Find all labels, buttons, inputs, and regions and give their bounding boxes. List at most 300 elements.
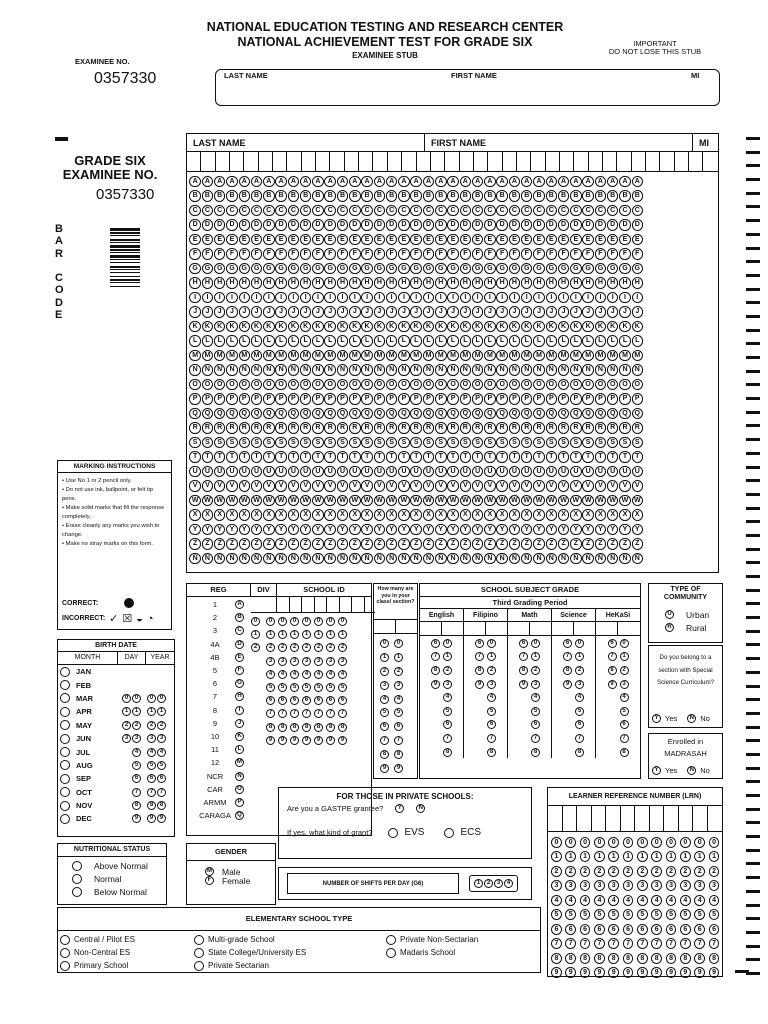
name-letter-bubble[interactable]: H [595,277,607,289]
name-letter-bubble[interactable]: D [447,219,459,231]
name-letter-bubble[interactable]: S [484,437,496,449]
name-letter-bubble[interactable]: F [398,248,410,260]
name-letter-bubble[interactable]: O [558,379,570,391]
name-letter-bubble[interactable]: S [447,437,459,449]
name-letter-bubble[interactable]: Y [226,524,238,536]
name-letter-bubble[interactable]: L [582,335,594,347]
name-letter-bubble[interactable]: T [275,451,287,463]
name-letter-bubble[interactable]: K [582,321,594,333]
grade-ones-bubble[interactable]: 4 [443,693,452,702]
name-letter-bubble[interactable]: L [570,335,582,347]
region-bubble[interactable]: K [235,732,244,741]
name-letter-bubble[interactable]: X [423,509,435,521]
school-id-digit-bubble[interactable]: 4 [290,670,299,679]
name-letter-bubble[interactable]: E [435,234,447,246]
day-digit-bubble[interactable]: 2 [122,721,131,730]
name-letter-bubble[interactable]: R [275,422,287,434]
name-letter-bubble[interactable]: H [607,277,619,289]
lrn-digit-bubble[interactable]: 3 [623,880,634,891]
lrn-digit-bubble[interactable]: 0 [666,837,677,848]
lrn-digit-bubble[interactable]: 3 [608,880,619,891]
name-letter-bubble[interactable]: Ñ [595,553,607,565]
class-size-ones-bubble[interactable]: 0 [394,639,403,648]
name-letter-bubble[interactable]: Z [435,538,447,550]
name-letter-bubble[interactable]: X [607,509,619,521]
day-digit-bubble[interactable]: 3 [122,734,131,743]
private-schools-box[interactable] [278,787,532,859]
rural-bubble[interactable]: R [665,623,674,632]
name-letter-bubble[interactable]: J [521,306,533,318]
name-letter-bubble[interactable]: Y [619,524,631,536]
lrn-digit-bubble[interactable]: 7 [565,938,576,949]
subject-grade-row[interactable] [552,663,595,677]
lrn-digit-bubble[interactable]: 7 [651,938,662,949]
name-letter-bubble[interactable]: X [288,509,300,521]
name-letter-bubble[interactable]: F [226,248,238,260]
grade-ones-bubble[interactable]: 7 [487,734,496,743]
name-letter-bubble[interactable]: A [595,176,607,188]
name-letter-bubble[interactable]: Q [398,408,410,420]
name-letter-bubble[interactable]: P [300,393,312,405]
female-option[interactable] [187,874,275,887]
name-letter-bubble[interactable]: V [386,480,398,492]
name-letter-cell[interactable] [330,152,344,171]
name-letter-bubble[interactable]: U [386,466,398,478]
name-letter-bubble[interactable]: D [214,219,226,231]
name-bubble-row[interactable] [187,232,718,247]
name-letter-bubble[interactable]: H [398,277,410,289]
name-letter-bubble[interactable]: N [582,364,594,376]
lrn-bubble-row[interactable] [548,937,722,952]
name-letter-bubble[interactable]: L [533,335,545,347]
grade-ones-bubble[interactable]: 2 [531,666,540,675]
name-letter-bubble[interactable]: T [496,451,508,463]
name-letter-bubble[interactable]: T [288,451,300,463]
name-letter-bubble[interactable]: Ñ [349,553,361,565]
name-letter-bubble[interactable]: K [423,321,435,333]
name-letter-bubble[interactable]: S [202,437,214,449]
school-id-digit-bubble[interactable]: 2 [314,643,323,652]
name-letter-bubble[interactable]: C [226,205,238,217]
name-letter-bubble[interactable]: T [189,451,201,463]
name-letter-bubble[interactable]: T [361,451,373,463]
name-letter-cell[interactable] [689,152,703,171]
name-letter-bubble[interactable]: J [619,306,631,318]
lrn-digit-bubble[interactable]: 4 [594,895,605,906]
name-letter-bubble[interactable]: O [226,379,238,391]
name-letter-bubble[interactable]: N [349,364,361,376]
gastpe-no-bubble[interactable]: N [416,804,425,813]
female-bubble[interactable]: F [205,876,214,885]
month-bubble[interactable] [60,760,70,770]
grade-tens-bubble[interactable]: 9 [563,680,572,689]
name-letter-bubble[interactable]: C [251,205,263,217]
nutritional-status-box[interactable] [57,843,167,905]
name-letter-bubble[interactable]: R [460,422,472,434]
name-letter-bubble[interactable]: T [521,451,533,463]
name-letter-bubble[interactable]: Y [337,524,349,536]
name-letter-bubble[interactable]: Z [558,538,570,550]
lrn-digit-bubble[interactable]: 4 [608,895,619,906]
grade-ones-bubble[interactable]: 1 [620,652,629,661]
name-letter-bubble[interactable]: X [484,509,496,521]
name-letter-bubble[interactable]: E [189,234,201,246]
name-letter-bubble[interactable]: F [533,248,545,260]
name-letter-cell[interactable] [589,152,603,171]
name-letter-bubble[interactable]: D [226,219,238,231]
subject-grade-row[interactable] [420,718,463,732]
school-id-digit-bubble[interactable]: 3 [314,657,323,666]
birth-month-row[interactable] [58,745,174,758]
name-letter-bubble[interactable]: U [521,466,533,478]
lrn-bubble-row[interactable] [548,893,722,908]
lrn-digit-bubble[interactable]: 0 [651,837,662,848]
lrn-cell[interactable] [650,806,665,831]
name-letter-bubble[interactable]: M [595,350,607,362]
month-bubble[interactable] [60,693,70,703]
region-row[interactable] [195,796,255,809]
name-letter-bubble[interactable]: O [546,379,558,391]
name-bubble-grid[interactable] [186,133,719,573]
name-letter-bubble[interactable]: O [410,379,422,391]
school-id-bubble-row[interactable] [251,734,350,747]
name-letter-bubble[interactable]: Ñ [509,553,521,565]
name-letter-bubble[interactable]: Y [398,524,410,536]
region-bubble[interactable]: A [235,600,244,609]
name-letter-bubble[interactable]: Ñ [521,553,533,565]
name-letter-cell[interactable] [660,152,674,171]
name-letter-bubble[interactable]: F [263,248,275,260]
name-letter-bubble[interactable]: H [386,277,398,289]
region-row[interactable] [195,717,255,730]
name-letter-bubble[interactable]: M [533,350,545,362]
name-letter-bubble[interactable]: C [275,205,287,217]
lrn-digit-bubble[interactable]: 5 [565,909,576,920]
name-letter-bubble[interactable]: Ñ [312,553,324,565]
name-letter-bubble[interactable]: F [300,248,312,260]
year-digit-bubble[interactable]: 7 [147,788,156,797]
name-letter-bubble[interactable]: B [423,190,435,202]
lrn-digit-bubble[interactable]: 0 [594,837,605,848]
name-letter-bubble[interactable]: T [435,451,447,463]
lrn-digit-bubble[interactable]: 3 [565,880,576,891]
class-size-tens-bubble[interactable]: 3 [380,681,389,690]
name-letter-bubble[interactable]: X [410,509,422,521]
name-letter-bubble[interactable]: H [349,277,361,289]
name-bubble-row[interactable] [187,493,718,508]
lrn-cell[interactable] [635,806,650,831]
name-letter-bubble[interactable]: M [423,350,435,362]
lrn-digit-bubble[interactable]: 7 [623,938,634,949]
region-row[interactable] [195,611,255,624]
name-letter-bubble[interactable]: Q [239,408,251,420]
lrn-digit-bubble[interactable]: 6 [709,924,720,935]
name-letter-bubble[interactable]: G [202,263,214,275]
name-letter-bubble[interactable]: C [460,205,472,217]
name-letter-bubble[interactable]: J [546,306,558,318]
name-letter-bubble[interactable]: G [300,263,312,275]
school-type-box[interactable] [57,907,541,973]
name-letter-bubble[interactable]: X [595,509,607,521]
name-letter-bubble[interactable]: Q [533,408,545,420]
name-letter-bubble[interactable]: Z [386,538,398,550]
name-letter-bubble[interactable]: E [324,234,336,246]
grant-row[interactable] [279,813,531,838]
name-letter-bubble[interactable]: N [337,364,349,376]
lrn-cell[interactable] [606,806,621,831]
name-letter-bubble[interactable]: T [251,451,263,463]
name-letter-bubble[interactable]: C [570,205,582,217]
name-letter-cell[interactable] [230,152,244,171]
subject-grade-row[interactable] [552,718,595,732]
grade-ones-bubble[interactable]: 0 [531,639,540,648]
name-letter-bubble[interactable]: A [533,176,545,188]
name-letter-cell[interactable] [675,152,689,171]
name-letter-bubble[interactable]: Y [582,524,594,536]
name-letter-bubble[interactable]: T [619,451,631,463]
name-letter-bubble[interactable]: I [226,292,238,304]
lrn-digit-bubble[interactable]: 6 [608,924,619,935]
name-letter-bubble[interactable]: D [533,219,545,231]
name-letter-bubble[interactable]: E [398,234,410,246]
region-row[interactable] [195,677,255,690]
name-letter-bubble[interactable]: L [239,335,251,347]
name-letter-bubble[interactable]: D [374,219,386,231]
class-size-ones-bubble[interactable]: 9 [394,764,403,773]
school-id-digit-bubble[interactable]: 3 [290,657,299,666]
lrn-digit-bubble[interactable]: 7 [709,938,720,949]
school-id-digit-bubble[interactable]: 1 [278,630,287,639]
lrn-digit-bubble[interactable]: 6 [666,924,677,935]
name-letter-bubble[interactable]: M [607,350,619,362]
grade-ones-bubble[interactable]: 5 [531,707,540,716]
name-letter-bubble[interactable]: O [251,379,263,391]
name-letter-bubble[interactable]: V [300,480,312,492]
lrn-digit-bubble[interactable]: 4 [651,895,662,906]
lrn-digit-bubble[interactable]: 1 [680,851,691,862]
name-letter-bubble[interactable]: Ñ [275,553,287,565]
nutritional-bubble[interactable] [72,874,82,884]
name-letter-bubble[interactable]: D [189,219,201,231]
region-list[interactable] [195,598,255,822]
name-letter-bubble[interactable]: T [337,451,349,463]
subject-grade-row[interactable] [596,663,640,677]
name-letter-bubble[interactable]: Y [558,524,570,536]
name-letter-bubble[interactable]: V [349,480,361,492]
name-letter-bubble[interactable]: Ñ [361,553,373,565]
lrn-cell[interactable] [679,806,694,831]
school-id-bubble-row[interactable] [251,707,350,720]
name-letter-bubble[interactable]: Y [386,524,398,536]
lrn-digit-bubble[interactable]: 6 [637,924,648,935]
name-letter-bubble[interactable]: U [374,466,386,478]
name-letter-bubble[interactable]: F [509,248,521,260]
name-letter-bubble[interactable]: S [435,437,447,449]
name-letter-bubble[interactable]: X [496,509,508,521]
name-letter-bubble[interactable]: Z [521,538,533,550]
name-letter-bubble[interactable]: Q [558,408,570,420]
name-letter-bubble[interactable]: W [214,495,226,507]
name-letter-bubble[interactable]: B [570,190,582,202]
year-digit-bubble[interactable]: 5 [147,761,156,770]
name-letter-bubble[interactable]: C [386,205,398,217]
class-size-tens-bubble[interactable]: 0 [380,639,389,648]
lrn-digit-bubble[interactable]: 5 [666,909,677,920]
lrn-digit-bubble[interactable]: 0 [623,837,634,848]
name-letter-bubble[interactable]: N [300,364,312,376]
name-letter-bubble[interactable]: F [239,248,251,260]
name-letter-bubble[interactable]: K [632,321,644,333]
name-letter-bubble[interactable]: P [214,393,226,405]
name-letter-bubble[interactable]: E [582,234,594,246]
name-letter-bubble[interactable]: M [300,350,312,362]
name-letter-bubble[interactable]: V [582,480,594,492]
name-letter-bubble[interactable]: S [509,437,521,449]
shift-bubble[interactable]: 4 [504,879,513,888]
name-letter-bubble[interactable]: T [410,451,422,463]
school-id-digit-bubble[interactable]: 2 [302,643,311,652]
name-letter-bubble[interactable]: W [496,495,508,507]
name-letter-bubble[interactable]: N [410,364,422,376]
name-letter-bubble[interactable]: A [558,176,570,188]
name-letter-bubble[interactable]: F [546,248,558,260]
name-letter-bubble[interactable]: O [472,379,484,391]
name-letter-bubble[interactable]: M [312,350,324,362]
school-type-option[interactable] [194,946,386,959]
name-letter-bubble[interactable]: X [202,509,214,521]
lrn-box[interactable] [547,787,723,977]
name-letter-bubble[interactable]: O [324,379,336,391]
name-letter-cell[interactable] [431,152,445,171]
name-letter-bubble[interactable]: Ñ [398,553,410,565]
name-letter-bubble[interactable]: B [349,190,361,202]
name-letter-bubble[interactable]: A [202,176,214,188]
name-letter-bubble[interactable]: I [202,292,214,304]
name-letter-bubble[interactable]: D [263,219,275,231]
name-letter-bubble[interactable]: X [509,509,521,521]
school-type-option[interactable] [194,933,386,946]
school-id-digit-bubble[interactable]: 5 [302,683,311,692]
name-letter-bubble[interactable]: Z [349,538,361,550]
name-letter-bubble[interactable]: A [300,176,312,188]
class-size-tens-bubble[interactable]: 4 [380,695,389,704]
name-letter-bubble[interactable]: W [398,495,410,507]
year-digit-bubble[interactable]: 1 [147,707,156,716]
name-letter-bubble[interactable]: R [324,422,336,434]
name-letter-bubble[interactable]: H [632,277,644,289]
name-letter-bubble[interactable]: O [361,379,373,391]
name-letter-bubble[interactable]: F [558,248,570,260]
name-letter-bubble[interactable]: V [423,480,435,492]
name-letter-bubble[interactable]: O [595,379,607,391]
name-letter-cell[interactable] [216,152,230,171]
region-bubble[interactable]: L [235,745,244,754]
school-id-digit-bubble[interactable]: 4 [338,670,347,679]
name-letter-bubble[interactable]: K [460,321,472,333]
subject-grade-row[interactable] [464,718,507,732]
name-letter-bubble[interactable]: J [410,306,422,318]
lrn-digit-bubble[interactable]: 2 [680,866,691,877]
region-bubble[interactable]: H [235,692,244,701]
lrn-digit-bubble[interactable]: 8 [709,953,720,964]
name-letter-bubble[interactable]: N [570,364,582,376]
name-letter-bubble[interactable]: L [509,335,521,347]
name-letter-bubble[interactable]: V [484,480,496,492]
name-letter-bubble[interactable]: B [632,190,644,202]
name-letter-bubble[interactable]: J [312,306,324,318]
school-type-option[interactable] [194,959,386,972]
class-size-tens-bubble[interactable]: 7 [380,736,389,745]
name-letter-bubble[interactable]: B [595,190,607,202]
name-letter-bubble[interactable]: F [214,248,226,260]
lrn-digit-bubble[interactable]: 8 [580,953,591,964]
name-letter-bubble[interactable]: M [632,350,644,362]
name-letter-bubble[interactable]: L [349,335,361,347]
name-letter-bubble[interactable]: B [386,190,398,202]
name-letter-bubble[interactable]: F [288,248,300,260]
lrn-digit-bubble[interactable]: 8 [651,953,662,964]
name-letter-bubble[interactable]: N [214,364,226,376]
name-letter-bubble[interactable]: A [288,176,300,188]
name-letter-bubble[interactable]: I [435,292,447,304]
year-digit-bubble[interactable]: 4 [147,748,156,757]
name-letter-bubble[interactable]: Q [521,408,533,420]
grade-ones-bubble[interactable]: 3 [620,680,629,689]
name-letter-bubble[interactable]: W [582,495,594,507]
name-letter-bubble[interactable]: Q [374,408,386,420]
name-letter-bubble[interactable]: C [595,205,607,217]
school-type-option[interactable] [60,933,194,946]
name-letter-bubble[interactable]: C [337,205,349,217]
name-letter-bubble[interactable]: M [521,350,533,362]
name-letter-bubble[interactable]: I [607,292,619,304]
subject-grade-row[interactable] [464,690,507,704]
name-letter-bubble[interactable]: V [312,480,324,492]
name-letter-bubble[interactable]: U [288,466,300,478]
school-id-bubble-row[interactable] [251,615,350,628]
name-letter-bubble[interactable]: Z [214,538,226,550]
class-size-bubbles[interactable] [374,634,417,775]
class-size-ones-bubble[interactable]: 8 [394,750,403,759]
name-letter-bubble[interactable]: R [263,422,275,434]
name-letter-bubble[interactable]: M [189,350,201,362]
name-letter-bubble[interactable]: R [189,422,201,434]
name-letter-bubble[interactable]: T [239,451,251,463]
name-letter-bubble[interactable]: D [632,219,644,231]
name-letter-bubble[interactable]: G [410,263,422,275]
name-letter-bubble[interactable]: U [312,466,324,478]
name-letter-bubble[interactable]: Q [472,408,484,420]
name-letter-cell[interactable] [703,152,717,171]
school-id-digit-bubble[interactable]: 0 [338,617,347,626]
lrn-digit-bubble[interactable]: 9 [709,967,720,978]
name-letter-bubble[interactable]: X [632,509,644,521]
region-row[interactable] [195,730,255,743]
name-letter-bubble[interactable]: S [632,437,644,449]
name-letter-bubble[interactable]: U [435,466,447,478]
school-id-cell[interactable] [352,597,365,612]
name-letter-bubble[interactable]: O [632,379,644,391]
name-letter-cell[interactable] [560,152,574,171]
name-letter-bubble[interactable]: D [239,219,251,231]
name-letter-bubble[interactable]: E [239,234,251,246]
name-letter-bubble[interactable]: C [214,205,226,217]
name-letter-bubble[interactable]: N [521,364,533,376]
name-letter-bubble[interactable]: L [607,335,619,347]
name-letter-bubble[interactable]: V [607,480,619,492]
class-size-row[interactable] [376,706,417,720]
name-letter-bubble[interactable]: Ñ [607,553,619,565]
